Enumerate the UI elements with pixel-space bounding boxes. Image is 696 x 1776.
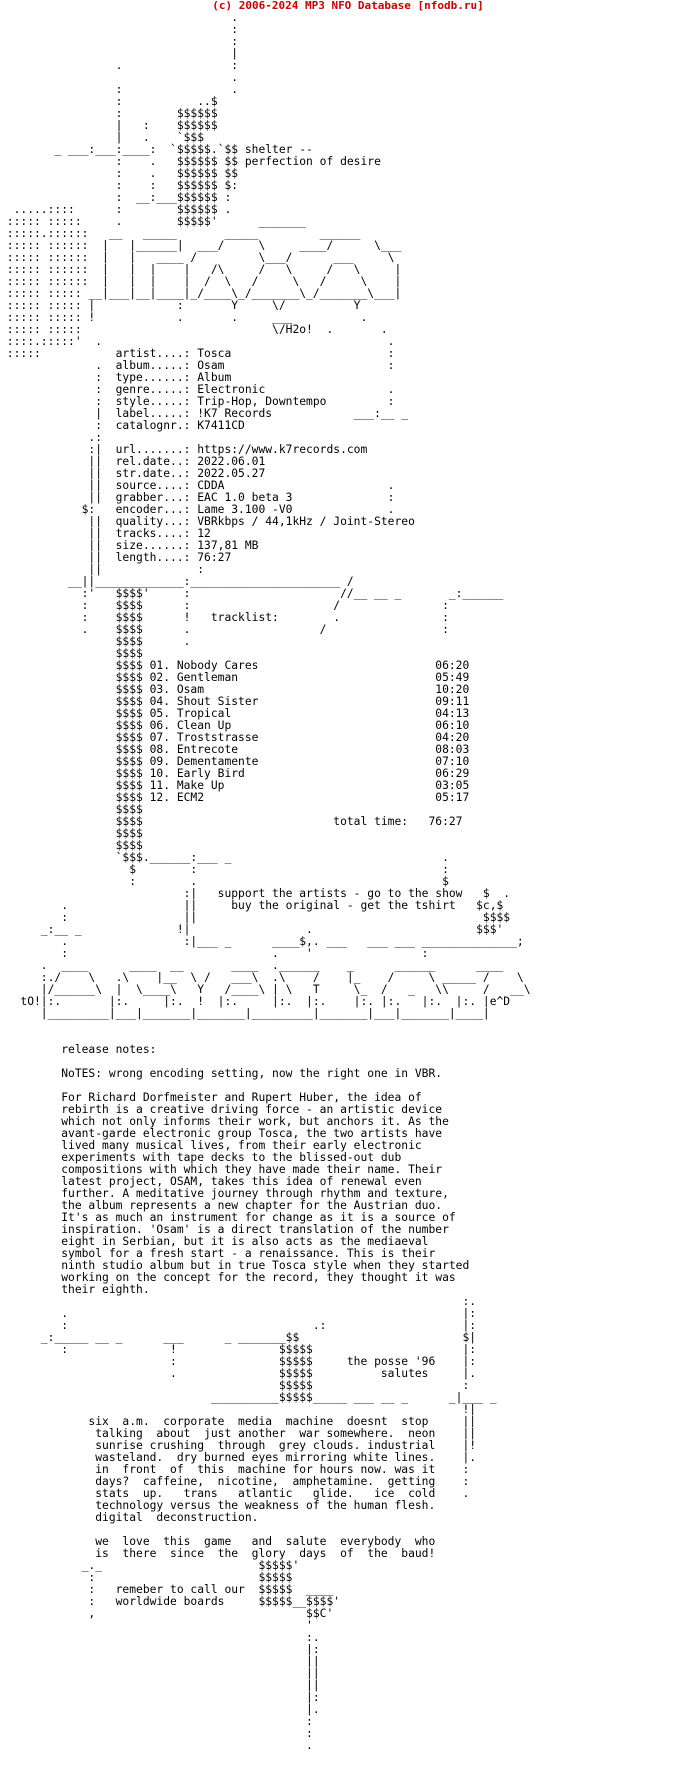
nfodb-header: (c) 2006-2024 MP3 NFO Database [nfodb.ru] xyxy=(212,0,484,12)
nfo-document: . : : | . : . : . : ..$ : $$$$$$ | : $$$$$$ | . `$$$ _ ___:___:____: `$$$$$.`$$ shelter -- : . $$$$$$ $$ perfection of desire : . $$$$$$ $$ : : $$$$$$ $: : __:___$$$$$$ : .....:::: : $$$$$$ . ::::: ::::: . $$$$$' _______ :::::.:::::: __ _____ _____ ______ ::::: :::::: | |______| ___/ \ ____/ \___ ::::: :::::: | | ____ / \___/ ___ \ ::::: :::::: | | | | /\ / \ / \ | ::::: :::::: | | | | / \ / \ / \ | ::::: ::::: __|___|__|____|_/____\_/_______\_/_______\___| ::::: ::::: | : Y \/ Y ::::: ::::: ! . . ___ . ::::: ::::: \/H2o! . . ::::.:::::' . . ::::: artist....: Tosca : . album.....: Osam : : type......: Album : genre.....: Electronic . : style.....: Trip-Hop, Downtempo : | label.....: !K7 Records ___:__ _ : catalognr.: K7411CD .: :| url.......: https://www.k7records.com || rel.date..: 2022.06.01 || str.date..: 2022.05.27 || source....: CDDA . || grabber...: EAC 1.0 beta 3 : $: encoder...: Lame 3.100 -V0 . || quality...: VBRkbps / 44,1kHz / Joint-Stereo || tracks....: 12 || size......: 137,81 MB || length....: 76:27 || : __||_____________:______________________ / :' $$$$' : //__ __ _ _:______ : $$$$ : / : : $$$$ ! tracklist: . : . $$$$ . / : $$$$ . $$$$ $$$$ 01. Nobody Cares 06:20 $$$$ 02. Gentleman 05:49 $$$$ 03. Osam 10:20 $$$$ 04. Shout Sister 09:11 $$$$ 05. Tropical 04:13 $$$$ 06. Clean Up 06:10 $$$$ 07. Troststrasse 04:20 $$$$ 08. Entrecote 08:03 $$$$ 09. Dementamente 07:10 $$$$ 10. Early Bird 06:29 $$$$ 11. Make Up 03:05 $$$$ 12. ECM2 05:17 $$$$ $$$$ total time: 76:27 $$$$ $$$$ `$$$.______:___ _ . $ : : : . $ :| support the artists - go to the show $ . . || buy the original - get the tshirt $c,$ : || $$$$ _:__ _ !| . $$$' . :|___ _ ____$,. ___ ___ ___ ______________; : . ' : . ____ ____ __ ____ .______ _ ______ ____ :./ \ .\ |__ \ / ___\ .\ / |_ / \ _____ / \ |/______\ | \____\ Y /____\ | \ T \_ / _ \\ / __\ tO!|:. |:. |:. ! |:. |:. |:. |:. |:. |:. |:. |e^D |_________|___|_______|_______|_________|_______|___|_______|____| release notes: NoTES: wrong encoding setting, now the right one in VBR. For Richard Dorfmeister and Rupert Huber, the idea of rebirth is a creative driving force - an artistic device which not only informs their work, but anchors it. As the avant-garde electronic group Tosca, the two artists have lived many musical lives, from their early electronic experiments with tape decks to the blissed-out dub compositions with which they have made their name. Their latest project, OSAM, takes this idea of renewal even further. A meditative journey through rhythm and texture, the album represents a new chapter for the Austrian duo. It's as much an instrument for change as it is a source of inspiration. 'Osam' is a direct translation of the number eight in Serbian, but it is also acts as the mediaeval symbol for a fresh start - a renaissance. This is their ninth studio album but in true Tosca style when they started working on the concept for the record, they thought it was their eighth. :. . |: : .: |: _:_____ __ _ ___ _ _______$$ $| : ! $$$$$ |: : $$$$$ the posse '96 |: . $$$$$ salutes |. $$$$$ : __________$$$$$_____ ___ __ _ _|___ _ !| six a.m. corporate media machine doesnt stop || talking about just another war somewhere. neon || sunrise crushing through grey clouds. industrial |! wasteland. dry burned eyes mirroring white lines. |. in front of this machine for hours now. was it : days? caffeine, nicotine, amphetamine. getting : stats up. trans atlantic glide. ice cold . technology versus the weakness of the human flesh. digital deconstruction. we love this game and salute everybody who is there since the glory days of the baud! _._ $$$$$' : $$$$$ : remeber to call our $$$$$ ____ : worldwide boards $$$$$__$$$$' , $$C' ' :. |: || || || |: |. : : . xyxy=(6,12,531,1752)
